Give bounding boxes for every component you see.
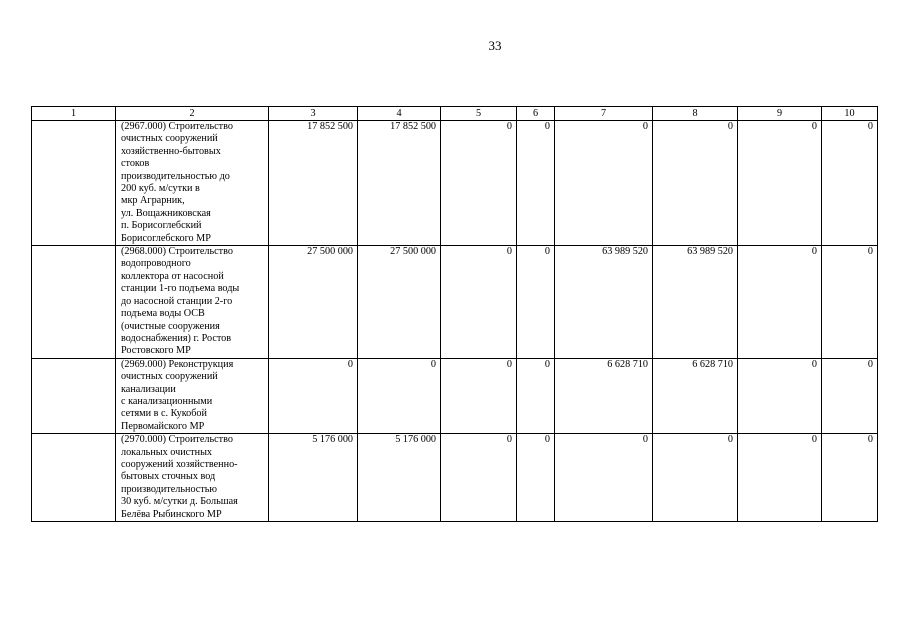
cell-object-name: (2970.000) Строительство локальных очистных сооружений хозяйственно- бытовых сточных вод производительностью 30 куб. м/сутки д. Большая Белёва Рыбинского МР xyxy=(116,434,269,522)
table-row xyxy=(32,121,878,246)
column-header: 2 xyxy=(116,107,269,121)
cell-value: 0 xyxy=(822,358,878,433)
cell-value: 6 628 710 xyxy=(555,358,653,433)
cell-value: 0 xyxy=(738,121,822,246)
cell-index xyxy=(32,434,116,522)
cell-value: 63 989 520 xyxy=(653,246,738,359)
table-row xyxy=(32,434,878,522)
cell-value: 0 xyxy=(653,121,738,246)
cell-value: 0 xyxy=(269,358,358,433)
cell-value: 0 xyxy=(738,358,822,433)
cell-value: 0 xyxy=(555,121,653,246)
cell-value: 5 176 000 xyxy=(269,434,358,522)
cell-value: 63 989 520 xyxy=(555,246,653,359)
column-header: 1 xyxy=(32,107,116,121)
cell-index xyxy=(32,246,116,359)
table-row xyxy=(32,358,878,433)
cell-index xyxy=(32,358,116,433)
cell-value: 27 500 000 xyxy=(269,246,358,359)
cell-value: 6 628 710 xyxy=(653,358,738,433)
cell-value: 0 xyxy=(653,434,738,522)
cell-value: 0 xyxy=(441,434,517,522)
cell-value: 0 xyxy=(822,246,878,359)
cell-value: 27 500 000 xyxy=(358,246,441,359)
cell-value: 0 xyxy=(517,246,555,359)
cell-value: 17 852 500 xyxy=(269,121,358,246)
column-header: 5 xyxy=(441,107,517,121)
column-header: 4 xyxy=(358,107,441,121)
cell-value: 0 xyxy=(822,434,878,522)
cell-value: 0 xyxy=(738,246,822,359)
column-header: 9 xyxy=(738,107,822,121)
cell-object-name: (2968.000) Строительство водопроводного коллектора от насосной станции 1-го подъема воды до насосной станции 2-го подъема воды ОСВ (очистные сооружения водоснабжения) г. Ростов Ростовского МР xyxy=(116,246,269,359)
table-header-row xyxy=(32,107,878,121)
column-header: 7 xyxy=(555,107,653,121)
cell-object-name: (2969.000) Реконструкция очистных сооружений канализации с канализационными сетями в с. Кукобой Первомайского МР xyxy=(116,358,269,433)
cell-value: 0 xyxy=(441,246,517,359)
cell-value: 0 xyxy=(441,121,517,246)
column-header: 8 xyxy=(653,107,738,121)
page-number: 33 xyxy=(488,38,502,53)
cell-value: 0 xyxy=(517,358,555,433)
cell-value: 0 xyxy=(555,434,653,522)
cell-value: 0 xyxy=(738,434,822,522)
cell-value: 0 xyxy=(441,358,517,433)
budget-table xyxy=(31,106,878,522)
table-row xyxy=(32,246,878,359)
column-header: 10 xyxy=(822,107,878,121)
cell-object-name: (2967.000) Строительство очистных сооружений хозяйственно-бытовых стоков производительностью до 200 куб. м/сутки в мкр Аграрник, ул. Вощажниковская п. Борисоглебский Борисоглебского МР xyxy=(116,121,269,246)
cell-value: 5 176 000 xyxy=(358,434,441,522)
cell-value: 0 xyxy=(517,434,555,522)
cell-value: 0 xyxy=(517,121,555,246)
column-header: 3 xyxy=(269,107,358,121)
cell-value: 17 852 500 xyxy=(358,121,441,246)
cell-index xyxy=(32,121,116,246)
cell-value: 0 xyxy=(822,121,878,246)
column-header: 6 xyxy=(517,107,555,121)
cell-value: 0 xyxy=(358,358,441,433)
